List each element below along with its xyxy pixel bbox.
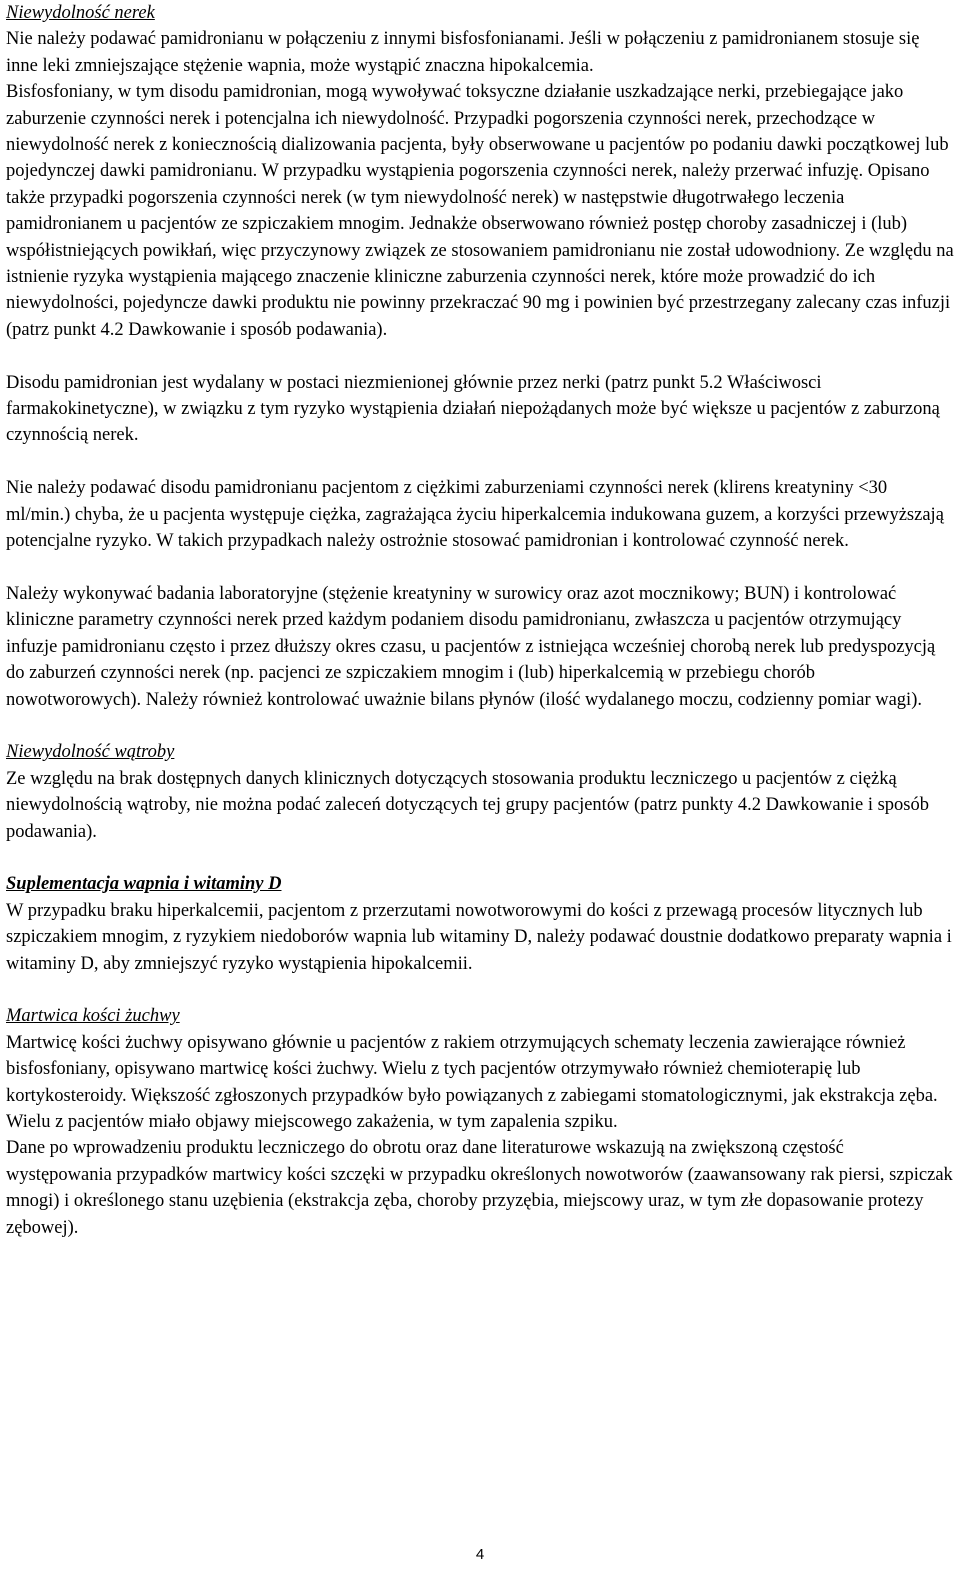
paragraph: Ze względu na brak dostępnych danych klinicznych dotyczących stosowania produktu leczniczego u pacjentów z ciężką niewydolnością wątroby, nie można podać zaleceń dotyczących tej grupy pacjentów (patrz punkty 4.2 Dawkowanie i sposób podawania). — [6, 768, 929, 842]
section-heading-calcium-vitamin-d: Suplementacja wapnia i witaminy D — [6, 874, 282, 895]
page-number: 4 — [475, 1546, 485, 1563]
paragraph: Nie należy podawać disodu pamidronianu pacjentom z ciężkimi zaburzeniami czynności nerek (klirens kreatyniny <30 ml/min.) chyba, że u pacjenta występuje ciężka, zagrażająca życiu hiperkalcemia indukowana guzem, a korzyści przewyższają potencjalne ryzyko. W takich przypadkach należy ostrożnie stosować pamidronian i kontrolować czynność nerek. — [6, 478, 944, 552]
section-heading-jaw-osteonecrosis: Martwica kości żuchwy — [6, 1006, 180, 1027]
paragraph: Nie należy podawać pamidronianu w połączeniu z innymi bisfosfonianami. Jeśli w połączeniu z pamidronianem stosuje się inne leki zmniejszające stężenie wapnia, może wystąpić znaczna hipokalcemia. — [6, 29, 920, 76]
section-calcium-vitamin-d — [6, 871, 954, 977]
paragraph: W przypadku braku hiperkalcemii, pacjentom z przerzutami nowotworowymi do kości z przewagą procesów litycznych lub szpiczakiem mnogim, z ryzykiem niedoborów wapnia lub witaminy D, należy podawać doustnie dodatkowo preparaty wapnia i witaminy D, aby zmniejszyć ryzyko wystąpienia hipokalcemii. — [6, 900, 952, 974]
paragraph: Disodu pamidronian jest wydalany w postaci niezmienionej głównie przez nerki (patrz punkt 5.2 Właściwosci farmakokinetyczne), w związku z tym ryzyko wystąpienia działań niepożądanych może być większe u pacjentów z zaburzoną czynnością nerek. — [6, 372, 940, 446]
section-liver-failure — [6, 739, 954, 845]
paragraph: Martwicę kości żuchwy opisywano głównie u pacjentów z rakiem otrzymujących schematy leczenia zawierające również bisfosfoniany, opisywano martwicę kości żuchwy. Wielu z tych pacjentów otrzymywało również chemioterapię lub kortykosteroidy. Większość zgłoszonych przypadków było powiązanych z zabiegami stomatologicznymi, jak ekstrakcja zęba. Wielu z pacjentów miało objawy miejscowego zakażenia, w tym zapalenia szpiku. — [6, 1032, 938, 1132]
section-renal-failure — [6, 0, 954, 713]
paragraph: Bisfosfoniany, w tym disodu pamidronian, mogą wywoływać toksyczne działanie uszkadzające nerki, przebiegające jako zaburzenie czynności nerek i potencjalna ich niewydolność. Przypadki pogorszenia czynności nerek, przechodzące w niewydolność nerek z koniecznością dializowania pacjenta, były obserwowane u pacjentów po podaniu dawki początkowej lub pojedynczej dawki pamidronianu. W przypadku wystąpienia pogorszenia czynności nerek, należy przerwać infuzję. Opisano także przypadki pogorszenia czynności nerek (w tym niewydolność nerek) w następstwie długotrwałego leczenia pamidronianem u pacjentów ze szpiczakiem mnogim. Jednakże obserwowano również postęp choroby zasadniczej i (lub) współistniejących powikłań, więc przyczynowy związek ze stosowaniem pamidronianu nie został udowodniony. Ze względu na istnienie ryzyka wystąpienia mającego znaczenie kliniczne zaburzenia czynności nerek, które może prowadzić do ich niewydolności, pojedyncze dawki produktu nie powinny przekraczać 90 mg i powinien być przestrzegany zalecany czas infuzji (patrz punkt 4.2 Dawkowanie i sposób podawania). — [6, 82, 954, 340]
paragraph: Należy wykonywać badania laboratoryjne (stężenie kreatyniny w surowicy oraz azot mocznikowy; BUN) i kontrolować kliniczne parametry czynności nerek przed każdym podaniem disodu pamidronianu, zwłaszcza u pacjentów otrzymujący infuzje pamidronianu często i przez dłuższy okres czasu, u pacjentów z istniejąca wcześniej chorobą nerek lub predyspozycją do zaburzeń czynności nerek (np. pacjenci ze szpiczakiem mnogim i (lub) hiperkalcemią w przebiegu chorób nowotworowych). Należy również kontrolować uważnie bilans płynów (ilość wydalanego moczu, codzienny pomiar wagi). — [6, 583, 936, 710]
section-heading-renal-failure: Niewydolność nerek — [6, 3, 155, 23]
section-heading-liver-failure: Niewydolność wątroby — [6, 742, 175, 763]
document-page — [6, 0, 954, 1241]
section-jaw-osteonecrosis — [6, 1003, 954, 1241]
paragraph: Dane po wprowadzeniu produktu leczniczego do obrotu oraz dane literaturowe wskazują na zwiększoną częstość występowania przypadków martwicy kości szczęki w przypadku określonych nowotworów (zaawansowany rak piersi, szpiczak mnogi) i określonego stanu uzębienia (ekstrakcja zęba, choroby przyzębia, miejscowy uraz, w tym złe dopasowanie protezy zębowej). — [6, 1138, 953, 1238]
